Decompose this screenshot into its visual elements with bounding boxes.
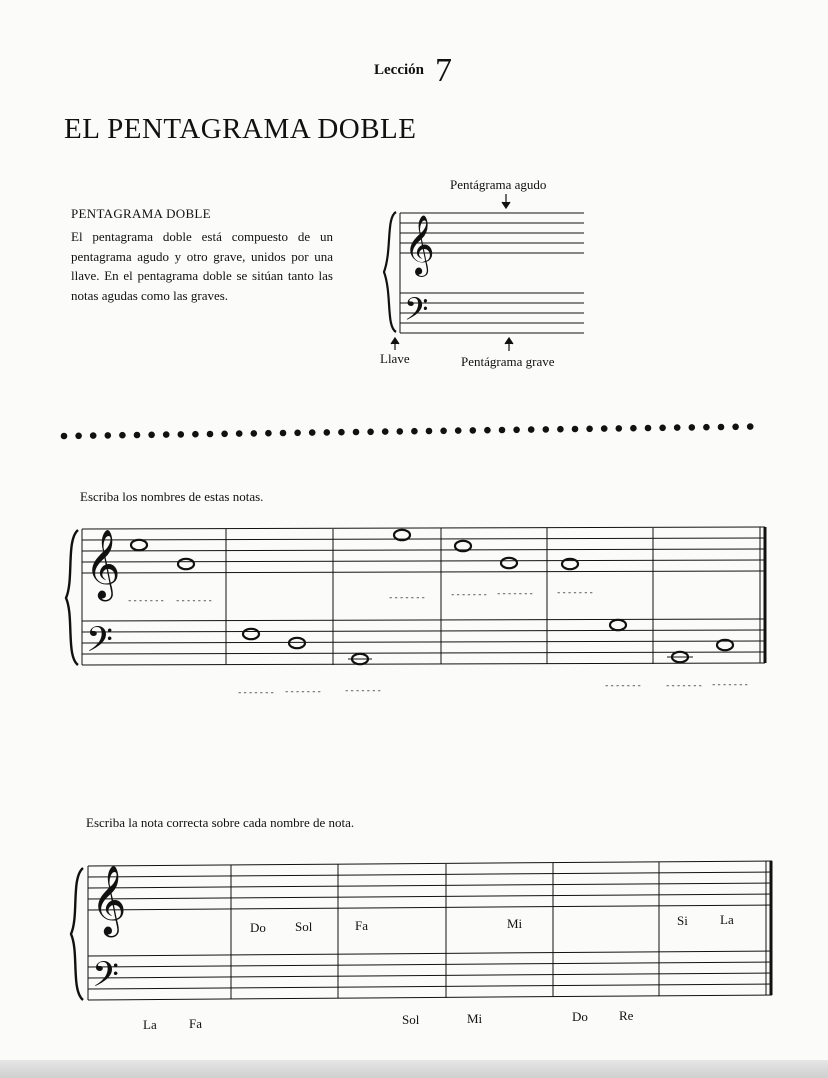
separator-dot [513,427,520,434]
separator-dot [747,423,754,430]
separator-dot [528,426,535,433]
separator-dot [178,431,185,438]
whole-note [289,638,305,648]
separator-dot [411,428,418,435]
answer-blank: ------- [604,681,642,691]
separator-dot [440,428,447,435]
treble-clef-icon: 𝄞 [85,529,121,599]
separator-dot [397,428,404,435]
separator-dot [105,432,112,439]
bass-clef-icon: 𝄢 [86,619,114,668]
separator-dot [557,426,564,433]
dot-separator [61,423,754,439]
treble-clef-icon: 𝄞 [404,215,435,275]
page-title: EL PENTAGRAMA DOBLE [64,113,417,145]
separator-dot [455,427,462,434]
separator-dot [382,428,389,435]
answer-blank: ------- [344,686,382,696]
separator-dot [90,432,97,439]
brace-icon [384,212,396,332]
answer-blank: ------- [175,596,213,606]
brace-label: Llave [380,351,410,366]
bass-clef-icon: 𝄢 [92,954,120,1003]
separator-dot [689,424,696,431]
arrow-up-icon [391,338,399,350]
intro-paragraph: El pentagrama doble está compuesto de un pentagrama agudo y otro grave, unidos por una llave. En el pentagrama doble se sitúan tanto las notas agudas como las graves. [71,229,333,303]
answer-blank: ------- [556,588,594,598]
answer-blank: ------- [711,680,749,690]
exercise1-instruction: Escriba los nombres de estas notas. [80,489,264,504]
separator-dot [148,432,155,439]
separator-dot [572,426,579,433]
separator-dot [134,432,141,439]
separator-dot [732,424,739,431]
whole-note [178,559,194,569]
answer-blank: ------- [450,590,488,600]
separator-dot [630,425,637,432]
answer-blank: ------- [237,688,275,698]
separator-dot [674,424,681,431]
whole-note [610,620,626,630]
answer-blank: ------- [665,681,703,691]
separator-dot [75,433,82,440]
separator-dot [659,425,666,432]
bass-clef-icon: 𝄢 [404,291,429,335]
note-name-fa: Fa [189,1016,202,1031]
note-name-sol: Sol [402,1012,420,1027]
intro-heading: PENTAGRAMA DOBLE [71,206,211,221]
answer-blank: ------- [388,593,426,603]
bass-staff-label: Pentágrama grave [461,354,555,369]
note-name-si: Si [677,913,688,928]
treble-staff-label: Pentágrama agudo [450,177,547,192]
separator-dot [645,425,652,432]
separator-dot [265,430,272,437]
separator-dot [324,429,331,436]
whole-note [501,558,517,568]
separator-dot [163,431,170,438]
separator-dot [61,433,68,440]
answer-blank: ------- [127,596,165,606]
note-name-mi: Mi [507,916,523,931]
answer-blank: ------- [284,687,322,697]
separator-dot [718,424,725,431]
separator-dot [294,430,301,437]
separator-dot [616,425,623,432]
separator-dot [192,431,199,438]
separator-dot [236,430,243,437]
brace-icon [66,530,78,665]
note-name-sol: Sol [295,919,313,934]
separator-dot [499,427,506,434]
separator-dot [309,429,316,436]
note-name-mi: Mi [467,1011,483,1026]
lesson-label: Lección [374,62,424,78]
whole-note [243,629,259,639]
lesson-number: 7 [435,52,452,89]
note-name-do: Do [572,1009,588,1024]
separator-dot [119,432,126,439]
answer-blank: ------- [496,589,534,599]
separator-dot [703,424,710,431]
note-name-re: Re [619,1008,634,1023]
note-name-la: La [143,1017,157,1032]
separator-dot [543,426,550,433]
separator-dot [207,431,214,438]
arrow-up-icon [505,338,513,351]
separator-dot [280,430,287,437]
separator-dot [484,427,491,434]
separator-dot [426,428,433,435]
note-name-la: La [720,912,734,927]
separator-dot [338,429,345,436]
separator-dot [221,431,228,438]
separator-dot [251,430,258,437]
treble-clef-icon: 𝄞 [91,865,127,935]
arrow-down-icon [502,194,510,208]
separator-dot [367,429,374,436]
separator-dot [353,429,360,436]
brace-icon [71,868,83,1000]
note-name-fa: Fa [355,918,368,933]
separator-dot [470,427,477,434]
exercise2-grand-staff [71,861,772,1000]
note-name-do: Do [250,920,266,935]
exercise2-instruction: Escriba la nota correcta sobre cada nombre de nota. [86,815,355,830]
separator-dot [601,425,608,432]
whole-note [131,540,147,550]
separator-dot [586,426,593,433]
